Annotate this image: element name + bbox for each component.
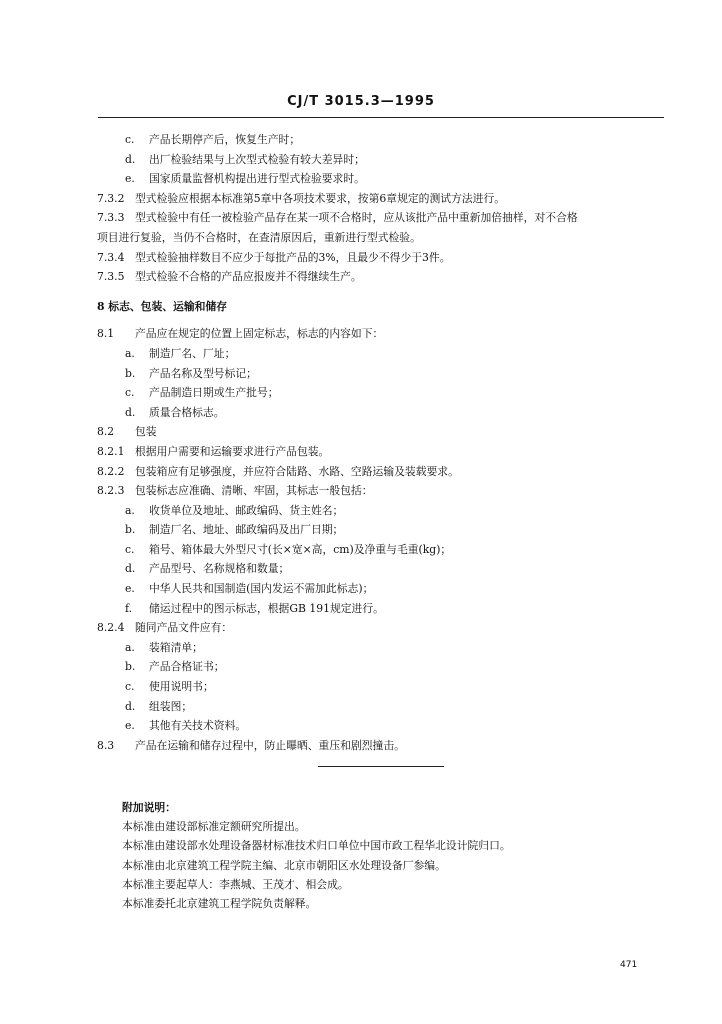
clause-number: 8.2 bbox=[97, 425, 115, 439]
clause-8-2-1 bbox=[97, 442, 667, 462]
list-marker: c. bbox=[125, 542, 135, 556]
list-text: 质量合格标志。 bbox=[149, 405, 225, 419]
list-text: 中华人民共和国制造(国内发运不需加此标志)； bbox=[149, 582, 374, 596]
document-header: CJ/T 3015.3—1995 bbox=[287, 94, 435, 109]
list-text: 产品名称及型号标记； bbox=[149, 366, 257, 380]
clause-8-2-4 bbox=[97, 618, 667, 638]
clause-text: 包装 bbox=[135, 425, 157, 439]
appendix-line: 本标准由建设部水处理设备器材标准技术归口单位中国市政工程华北设计院归口。 bbox=[122, 839, 511, 853]
clause-7-3-2 bbox=[97, 189, 667, 209]
list-marker: f. bbox=[125, 601, 133, 615]
list-item bbox=[97, 520, 667, 540]
list-item bbox=[97, 638, 667, 658]
list-item bbox=[97, 364, 667, 384]
main-content bbox=[97, 130, 667, 755]
clause-8-2-2 bbox=[97, 462, 667, 482]
list-marker: c. bbox=[125, 386, 135, 400]
clause-8-2-3 bbox=[97, 481, 667, 501]
list-marker: d. bbox=[125, 152, 136, 166]
clause-number: 7.3.3 bbox=[97, 211, 125, 225]
list-marker: b. bbox=[125, 366, 136, 380]
list-text: 装箱清单； bbox=[149, 640, 203, 654]
clause-number: 8.2.1 bbox=[97, 444, 125, 458]
list-text: 制造厂名、地址、邮政编码及出厂日期； bbox=[149, 523, 344, 537]
clause-7-3-4 bbox=[97, 248, 667, 268]
list-text: 产品型号、名称规格和数量； bbox=[149, 562, 290, 576]
list-text: 使用说明书； bbox=[149, 680, 214, 694]
list-item bbox=[97, 599, 667, 619]
clause-text: 包装标志应准确、清晰、牢固，其标志一般包括： bbox=[135, 484, 373, 498]
list-text: 其他有关技术资料。 bbox=[149, 719, 247, 733]
list-item bbox=[97, 677, 667, 697]
list-text: 产品制造日期或生产批号； bbox=[149, 386, 279, 400]
clause-text: 型式检验抽样数目不应少于每批产品的3%，且最少不得少于3件。 bbox=[135, 250, 451, 264]
list-item bbox=[97, 403, 667, 423]
list-text: 国家质量监督机构提出进行型式检验要求时。 bbox=[149, 172, 365, 186]
clause-7-3-3-continuation: 项目进行复验，当仍不合格时，在查清原因后，重新进行型式检验。 bbox=[97, 230, 421, 244]
list-text: 箱号、箱体最大外型尺寸(长×宽×高，cm)及净重与毛重(kg)； bbox=[149, 542, 452, 556]
clause-number: 7.3.2 bbox=[97, 191, 125, 205]
clause-number: 8.3 bbox=[97, 738, 115, 752]
list-marker: b. bbox=[125, 660, 136, 674]
clause-number: 7.3.5 bbox=[97, 270, 125, 284]
clause-text: 根据用户需要和运输要求进行产品包装。 bbox=[135, 444, 330, 458]
clause-number: 8.1 bbox=[97, 327, 115, 341]
appendix bbox=[122, 798, 662, 913]
list-item bbox=[97, 383, 667, 403]
list-marker: c. bbox=[125, 680, 135, 694]
clause-number: 8.2.2 bbox=[97, 464, 125, 478]
appendix-title: 附加说明： bbox=[122, 801, 176, 814]
clause-text: 型式检验应根据本标准第5章中各项技术要求，按第6章规定的测试方法进行。 bbox=[135, 191, 506, 205]
clause-number: 7.3.4 bbox=[97, 250, 125, 264]
clause-number: 8.2.3 bbox=[97, 484, 125, 498]
list-item bbox=[97, 716, 667, 736]
clause-text: 产品在运输和储存过程中，防止曝晒、重压和剧烈撞击。 bbox=[135, 738, 405, 752]
list-item bbox=[97, 697, 667, 717]
list-item bbox=[97, 501, 667, 521]
list-marker: e. bbox=[125, 719, 135, 733]
list-item bbox=[97, 540, 667, 560]
list-text: 产品长期停产后，恢复生产时； bbox=[149, 133, 301, 146]
header-rule bbox=[98, 117, 664, 118]
appendix-line: 本标准由北京建筑工程学院主编、北京市朝阳区水处理设备厂参编。 bbox=[122, 858, 446, 872]
clause-text: 型式检验不合格的产品应报废并不得继续生产。 bbox=[135, 270, 362, 284]
list-marker: a. bbox=[125, 640, 135, 654]
list-marker: b. bbox=[125, 523, 136, 537]
list-item bbox=[97, 150, 667, 170]
page-number: 471 bbox=[620, 960, 638, 970]
appendix-line: 本标准委托北京建筑工程学院负责解释。 bbox=[122, 897, 317, 911]
list-item bbox=[97, 130, 667, 150]
clause-text: 产品应在规定的位置上固定标志，标志的内容如下： bbox=[135, 327, 384, 341]
list-text: 出厂检验结果与上次型式检验有较大差异时； bbox=[149, 152, 365, 166]
list-marker: a. bbox=[125, 346, 135, 360]
end-divider bbox=[318, 766, 444, 767]
list-item bbox=[97, 579, 667, 599]
clause-text: 型式检验中有任一被检验产品存在某一项不合格时，应从该批产品中重新加倍抽样，对不合格 bbox=[135, 211, 578, 225]
list-marker: d. bbox=[125, 562, 136, 576]
clause-text: 包装箱应有足够强度，并应符合陆路、水路、空路运输及装载要求。 bbox=[135, 464, 459, 478]
list-item bbox=[97, 559, 667, 579]
clause-7-3-5 bbox=[97, 267, 667, 287]
list-marker: a. bbox=[125, 503, 135, 517]
clause-7-3-3 bbox=[97, 208, 667, 228]
clause-text: 随同产品文件应有： bbox=[135, 621, 233, 635]
appendix-line: 本标准由建设部标准定额研究所提出。 bbox=[122, 820, 306, 834]
list-marker: e. bbox=[125, 582, 135, 596]
list-marker: e. bbox=[125, 172, 135, 186]
list-text: 收货单位及地址、邮政编码、货主姓名； bbox=[149, 503, 344, 517]
list-item bbox=[97, 344, 667, 364]
clause-number: 8.2.4 bbox=[97, 621, 125, 635]
appendix-line: 本标准主要起草人：李燕城、王茂才、相会成。 bbox=[122, 877, 349, 891]
section-8-title: 8 标志、包装、运输和储存 bbox=[97, 299, 228, 313]
list-marker: d. bbox=[125, 699, 136, 713]
list-text: 组装图； bbox=[149, 699, 193, 713]
list-text: 产品合格证书； bbox=[149, 660, 225, 674]
list-marker: d. bbox=[125, 405, 136, 419]
list-text: 制造厂名、厂址； bbox=[149, 346, 236, 360]
list-marker: c. bbox=[125, 133, 135, 146]
list-text: 储运过程中的图示标志，根据GB 191规定进行。 bbox=[149, 601, 384, 615]
clause-8-1 bbox=[97, 324, 667, 344]
list-item bbox=[97, 657, 667, 677]
clause-8-3 bbox=[97, 736, 667, 756]
clause-8-2 bbox=[97, 422, 667, 442]
list-item bbox=[97, 169, 667, 189]
